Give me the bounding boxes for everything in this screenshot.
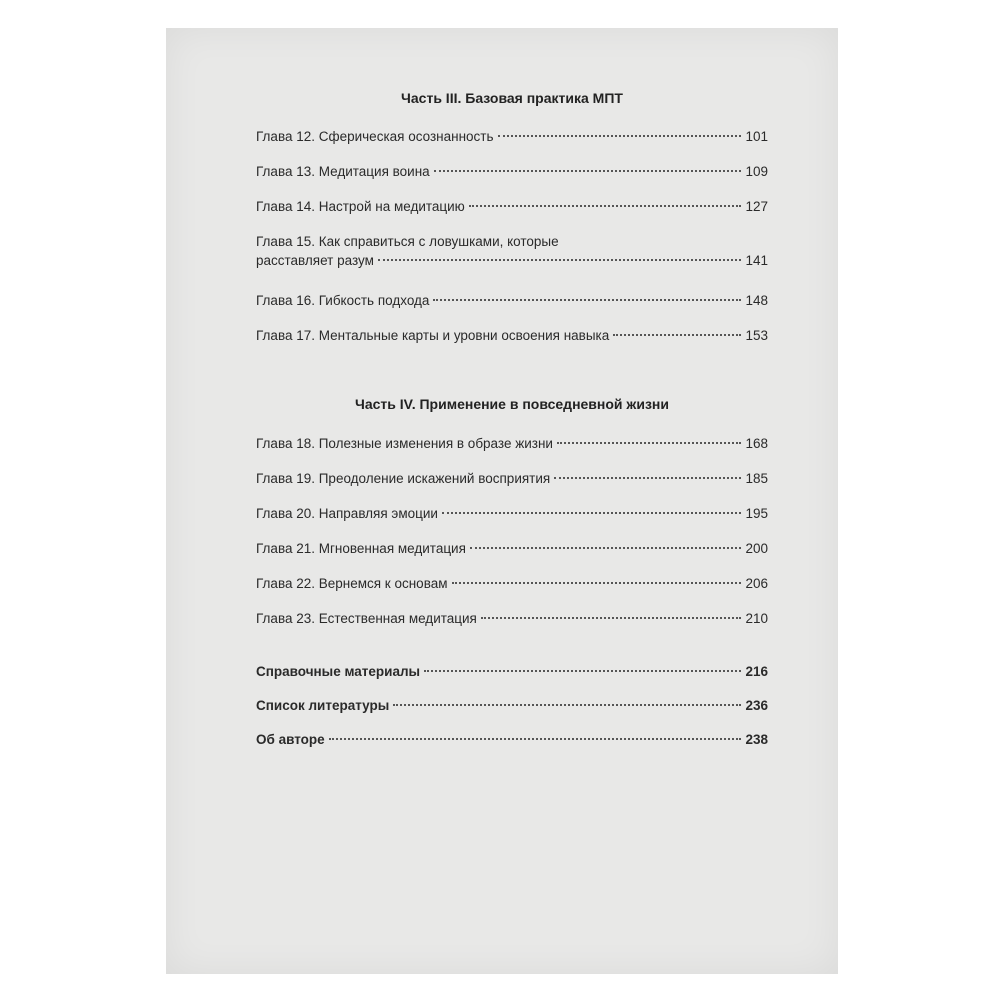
dot-leader (329, 738, 742, 740)
page-number: 109 (745, 164, 768, 179)
page-number: 206 (745, 576, 768, 591)
page-number: 101 (745, 129, 768, 144)
book-page (166, 28, 838, 974)
dot-leader (469, 205, 742, 207)
chapter-title: Глава 12. Сферическая осознанность (256, 129, 494, 144)
page-number: 216 (745, 664, 768, 679)
dot-leader (452, 582, 742, 584)
dot-leader (434, 170, 742, 172)
dot-leader (470, 547, 742, 549)
toc-entry-chapter-23 (256, 609, 768, 644)
chapter-title: Глава 18. Полезные изменения в образе жизни (256, 436, 553, 451)
dot-leader (393, 704, 741, 706)
toc-entry-reference-materials (256, 662, 768, 696)
page-number: 127 (745, 199, 768, 214)
page-number: 200 (745, 541, 768, 556)
end-matter-section (256, 662, 768, 764)
page-number: 185 (745, 471, 768, 486)
toc-entry-chapter-22 (256, 574, 768, 609)
toc-entry-chapter-16 (256, 291, 768, 326)
chapter-title: Глава 13. Медитация воина (256, 164, 430, 179)
part-3-section (256, 88, 768, 361)
toc-entry-chapter-21 (256, 539, 768, 574)
toc-entry-chapter-13 (256, 162, 768, 197)
page-number: 148 (745, 293, 768, 308)
dot-leader (481, 617, 742, 619)
part-3-title: Часть III. Базовая практика МПТ (401, 90, 623, 106)
chapter-title-line-2: расставляет разум (256, 253, 374, 268)
page-number: 238 (745, 732, 768, 747)
toc-entry-chapter-12 (256, 127, 768, 162)
end-matter-list (256, 662, 768, 764)
chapter-title: Глава 23. Естественная медитация (256, 611, 477, 626)
page-number: 210 (745, 611, 768, 626)
page-number: 141 (745, 253, 768, 268)
part-4-chapter-list (256, 434, 768, 644)
chapter-title: Глава 17. Ментальные карты и уровни освоения навыка (256, 328, 610, 343)
toc-entry-bibliography (256, 696, 768, 730)
chapter-title-line-1: Глава 15. Как справиться с ловушками, которые (256, 234, 559, 249)
chapter-title: Глава 14. Настрой на медитацию (256, 199, 465, 214)
toc-entry-chapter-17 (256, 326, 768, 361)
chapter-title: Глава 16. Гибкость подхода (256, 293, 430, 308)
chapter-title: Глава 22. Вернемся к основам (256, 576, 448, 591)
toc-entry-chapter-15 (256, 232, 768, 291)
toc-entry-chapter-18 (256, 434, 768, 469)
toc-entry-about-author (256, 730, 768, 764)
toc-entry-chapter-14 (256, 197, 768, 232)
page-number: 168 (745, 436, 768, 451)
dot-leader (424, 670, 741, 672)
dot-leader (557, 442, 742, 444)
page-number: 153 (745, 328, 768, 343)
dot-leader (613, 334, 741, 336)
dot-leader (378, 259, 742, 261)
chapter-title: Глава 19. Преодоление искажений восприятия (256, 471, 551, 486)
chapter-title: Глава 20. Направляя эмоции (256, 506, 438, 521)
page-number: 236 (745, 698, 768, 713)
part-3-chapter-list (256, 127, 768, 361)
toc-entry-chapter-20 (256, 504, 768, 539)
dot-leader (442, 512, 742, 514)
entry-title: Об авторе (256, 732, 325, 747)
dot-leader (498, 135, 742, 137)
dot-leader (554, 477, 741, 479)
chapter-title: Глава 21. Мгновенная медитация (256, 541, 466, 556)
entry-title: Справочные материалы (256, 664, 421, 679)
toc-entry-chapter-19 (256, 469, 768, 504)
part-4-section (256, 394, 768, 644)
entry-title: Список литературы (256, 698, 390, 713)
page-number: 195 (745, 506, 768, 521)
part-4-title: Часть IV. Применение в повседневной жизни (355, 396, 669, 412)
dot-leader (433, 299, 741, 301)
